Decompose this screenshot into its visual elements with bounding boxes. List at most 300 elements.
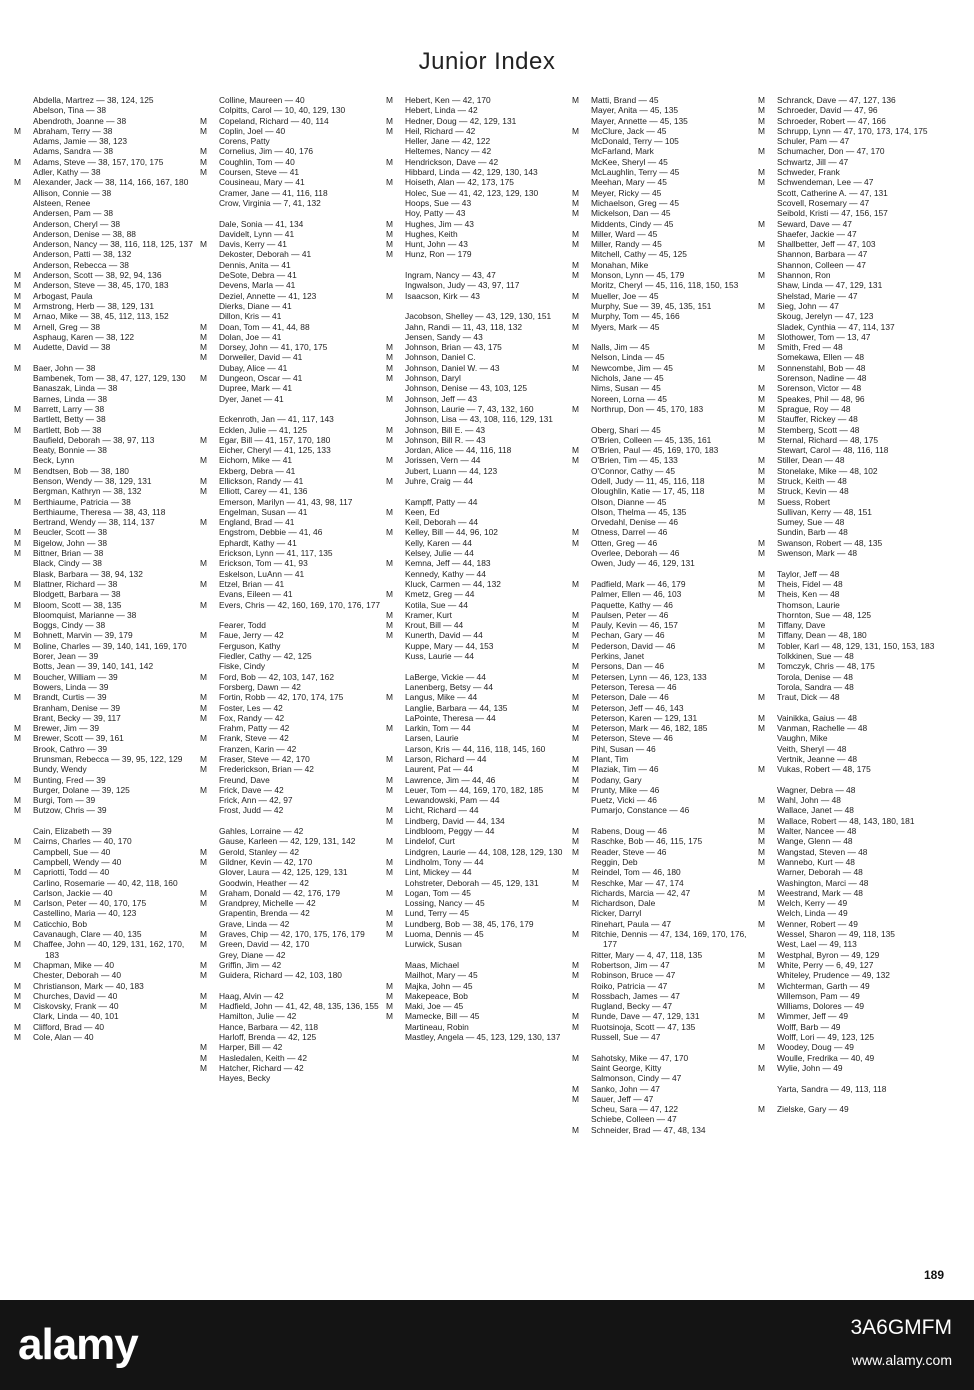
index-entry <box>386 136 568 146</box>
index-entry <box>14 311 196 321</box>
gender-marker: M <box>386 867 393 878</box>
entry-text: Kampff, Patty — 44 <box>405 496 478 507</box>
index-entry <box>200 795 382 805</box>
index-entry <box>200 805 382 815</box>
entry-text: Blodgett, Barbara — 38 <box>33 589 121 600</box>
index-entry <box>200 579 382 589</box>
index-entry <box>386 1001 568 1011</box>
entry-text: Ephardt, Kathy — 41 <box>219 537 297 548</box>
entry-text: Botts, Jean — 39, 140, 141, 142 <box>33 661 154 672</box>
entry-text: Sauer, Jeff — 47 <box>591 1093 654 1104</box>
entry-text: White, Perry — 6, 49, 127 <box>777 959 874 970</box>
entry-text: Coughlin, Tom — 40 <box>219 156 295 167</box>
index-entry <box>386 981 568 991</box>
gender-marker: M <box>758 1011 765 1022</box>
gender-marker: M <box>758 887 765 898</box>
gender-marker: M <box>200 846 207 857</box>
index-entry <box>200 1011 382 1021</box>
gender-marker: M <box>386 805 393 816</box>
gender-marker: M <box>386 506 393 517</box>
index-entry <box>572 497 754 507</box>
entry-text: Welch, Linda — 49 <box>777 908 848 919</box>
index-entry <box>758 198 940 208</box>
index-entry <box>14 826 196 836</box>
index-entry <box>758 270 940 280</box>
entry-text: Hunz, Ron — 179 <box>405 249 472 260</box>
entry-text: Hughes, Jim — 43 <box>405 218 474 229</box>
gender-marker: M <box>758 177 765 188</box>
gender-marker: M <box>572 125 579 136</box>
index-entry <box>758 1063 940 1073</box>
entry-text: Bohnett, Marvin — 39, 179 <box>33 630 133 641</box>
entry-text: Williams, Dolores — 49 <box>777 1001 865 1012</box>
entry-text: Grandprey, Michelle — 42 <box>219 898 316 909</box>
index-entry <box>572 167 754 177</box>
index-entry <box>758 754 940 764</box>
index-entry <box>572 919 754 929</box>
index-entry <box>14 682 196 692</box>
entry-text: Elliott, Carey — 41, 136 <box>219 486 308 497</box>
gender-marker: M <box>758 167 765 178</box>
gender-marker: M <box>758 424 765 435</box>
index-entry <box>758 538 940 548</box>
gender-marker: M <box>386 784 393 795</box>
gender-marker: M <box>200 856 207 867</box>
entry-text: Sorenson, Nadine — 48 <box>777 373 867 384</box>
gender-marker: M <box>14 156 21 167</box>
index-entry <box>386 569 568 579</box>
entry-text: Ekberg, Debra — 41 <box>219 465 296 476</box>
entry-text: Burgi, Tom — 39 <box>33 795 96 806</box>
entry-text: Otness, Darrel — 46 <box>591 527 668 538</box>
entry-text: Wahl, John — 48 <box>777 795 841 806</box>
index-entry <box>14 301 196 311</box>
index-entry <box>200 1022 382 1032</box>
index-entry <box>572 208 754 218</box>
index-entry <box>758 157 940 167</box>
index-entry <box>386 723 568 733</box>
entry-text: Hoops, Sue — 43 <box>405 197 472 208</box>
entry-text: Eichorn, Mike — 41 <box>219 455 293 466</box>
entry-text: Mitchell, Cathy — 45, 125 <box>591 249 687 260</box>
gender-marker: M <box>386 125 393 136</box>
gender-marker: M <box>14 630 21 641</box>
gender-marker: M <box>14 1001 21 1012</box>
entry-text: McFarland, Mark <box>591 146 654 157</box>
index-entry <box>386 404 568 414</box>
index-entry <box>200 847 382 857</box>
index-entry <box>758 960 940 970</box>
index-entry <box>14 579 196 589</box>
gender-marker: M <box>572 784 579 795</box>
index-entry <box>572 239 754 249</box>
entry-text: Monson, Lynn — 45, 179 <box>591 270 685 281</box>
index-entry <box>14 610 196 620</box>
index-entry <box>386 857 568 867</box>
entry-text: Orvedahl, Denise — 46 <box>591 517 679 528</box>
index-entry <box>758 291 940 301</box>
index-entry <box>14 219 196 229</box>
index-entry <box>572 291 754 301</box>
entry-text: Frost, Judd — 42 <box>219 805 284 816</box>
index-entry <box>14 558 196 568</box>
gender-marker: M <box>200 475 207 486</box>
entry-text: Murphy, Sue — 39, 45, 135, 151 <box>591 300 712 311</box>
index-entry <box>386 589 568 599</box>
index-entry <box>200 785 382 795</box>
index-entry <box>758 785 940 795</box>
entry-text: Glover, Laura — 42, 125, 129, 131 <box>219 867 348 878</box>
index-entry <box>200 146 382 156</box>
gender-marker: M <box>572 877 579 888</box>
gender-marker: M <box>572 455 579 466</box>
entry-text: Fiske, Cindy <box>219 661 266 672</box>
entry-text: Capriotti, Todd — 40 <box>33 867 110 878</box>
index-entry <box>572 795 754 805</box>
entry-text: Foster, Les — 42 <box>219 702 283 713</box>
entry-text: Tiffany, Dave <box>777 620 826 631</box>
entry-text: Swenson, Mark — 48 <box>777 548 858 559</box>
entry-text: Russell, Sue — 47 <box>591 1032 661 1043</box>
entry-text: Wylie, John — 49 <box>777 1062 843 1073</box>
entry-text: Jahn, Randi — 11, 43, 118, 132 <box>405 321 523 332</box>
entry-text: Lint, Mickey — 44 <box>405 867 472 878</box>
index-entry <box>572 1114 754 1124</box>
gender-marker: M <box>572 990 579 1001</box>
index-entry <box>758 260 940 270</box>
index-entry <box>200 394 382 404</box>
entry-text: Pederson, David — 46 <box>591 640 676 651</box>
entry-text: Fiedler, Cathy — 42, 125 <box>219 651 312 662</box>
gender-marker: M <box>758 496 765 507</box>
index-entry <box>572 352 754 362</box>
index-entry <box>572 229 754 239</box>
index-entry <box>14 425 196 435</box>
index-entry <box>14 208 196 218</box>
entry-text: Peterson, Jeff — 46, 143 <box>591 702 684 713</box>
index-entry <box>14 744 196 754</box>
entry-text: Stonelake, Mike — 48, 102 <box>777 465 878 476</box>
index-entry <box>14 239 196 249</box>
entry-text: Cramer, Jane — 41, 116, 118 <box>219 187 328 198</box>
gender-marker: M <box>386 558 393 569</box>
entry-text: Thomson, Laurie <box>777 599 840 610</box>
entry-text: Salmonson, Cindy — 47 <box>591 1073 682 1084</box>
gender-marker: M <box>200 599 207 610</box>
index-entry <box>572 723 754 733</box>
entry-text: Cairns, Charles — 40, 170 <box>33 836 132 847</box>
index-entry <box>572 548 754 558</box>
entry-text: Anderson, Nancy — 38, 116, 118, 125, 137 <box>33 239 193 250</box>
index-entry <box>14 497 196 507</box>
index-entry <box>200 960 382 970</box>
index-entry <box>572 1094 754 1104</box>
index-entry <box>758 692 940 702</box>
entry-text: Meyer, Ricky — 45 <box>591 187 662 198</box>
index-entry <box>200 527 382 537</box>
entry-text: Abendroth, Joanne — 38 <box>33 115 127 126</box>
index-entry <box>572 1011 754 1021</box>
entry-text: Heil, Richard — 42 <box>405 125 476 136</box>
entry-text: Adler, Kathy — 38 <box>33 167 101 178</box>
index-entry <box>572 744 754 754</box>
index-entry <box>14 929 196 939</box>
index-entry <box>386 1032 568 1042</box>
gender-marker: M <box>14 290 21 301</box>
entry-text: Cain, Elizabeth — 39 <box>33 826 112 837</box>
entry-text: Anderson, Denise — 38, 88 <box>33 228 136 239</box>
entry-text: Sundin, Barb — 48 <box>777 527 848 538</box>
index-entry <box>386 1011 568 1021</box>
gender-marker: M <box>386 95 393 105</box>
entry-text: Abraham, Terry — 38 <box>33 125 113 136</box>
entry-text: Cole, Alan — 40 <box>33 1032 94 1043</box>
gender-marker: M <box>572 1083 579 1094</box>
entry-text: Mastley, Angela — 45, 123, 129, 130, 137 <box>405 1032 561 1043</box>
entry-text: Stemberg, Scott — 48 <box>777 424 860 435</box>
index-entry <box>758 476 940 486</box>
gender-marker: M <box>200 990 207 1001</box>
entry-text: Vertnik, Jeanne — 48 <box>777 754 858 764</box>
entry-text: Kemna, Jeff — 44, 183 <box>405 558 491 569</box>
entry-text: Rugland, Becky — 47 <box>591 1001 673 1012</box>
index-entry <box>200 651 382 661</box>
index-column-5 <box>758 95 940 1114</box>
entry-text: Christianson, Mark — 40, 183 <box>33 980 144 991</box>
index-entry <box>386 816 568 826</box>
entry-text: Burger, Dolane — 39, 125 <box>33 784 130 795</box>
index-entry <box>758 373 940 383</box>
entry-text: Welch, Kerry — 49 <box>777 898 848 909</box>
entry-text: Struck, Keith — 48 <box>777 475 847 486</box>
watermark-banner <box>0 1300 974 1390</box>
entry-text: Chaffee, John — 40, 129, 131, 162, 170, 183 <box>33 939 185 960</box>
index-entry <box>200 878 382 888</box>
entry-text: Boggs, Cindy — 38 <box>33 620 106 631</box>
page-number: 189 <box>923 1268 944 1282</box>
entry-text: O'Connor, Cathy — 45 <box>591 465 675 476</box>
gender-marker: M <box>572 774 579 785</box>
index-entry <box>572 651 754 661</box>
gender-marker: M <box>572 527 579 538</box>
index-entry <box>758 919 940 929</box>
gender-marker: M <box>200 702 207 713</box>
entry-text: Padfield, Mark — 46, 179 <box>591 578 686 589</box>
entry-text: Hebert, Ken — 42, 170 <box>405 95 491 105</box>
gender-marker: M <box>572 898 579 909</box>
index-entry <box>572 280 754 290</box>
index-entry <box>386 146 568 156</box>
entry-text: Bundy, Wendy <box>33 764 87 775</box>
entry-text: Warner, Deborah — 48 <box>777 867 863 878</box>
entry-text: Ford, Bob — 42, 103, 147, 162 <box>219 671 335 682</box>
gender-marker: M <box>758 1104 765 1115</box>
entry-text: Hance, Barbara — 42, 118 <box>219 1021 319 1032</box>
index-entry <box>572 219 754 229</box>
index-entry <box>572 301 754 311</box>
index-entry <box>200 723 382 733</box>
index-entry <box>14 857 196 867</box>
index-entry <box>200 713 382 723</box>
entry-text: Borer, Jean — 39 <box>33 651 99 662</box>
gender-marker: M <box>758 723 765 734</box>
index-entry <box>14 116 196 126</box>
entry-text: Kelsey, Julie — 44 <box>405 548 474 559</box>
index-column-1 <box>14 95 196 1042</box>
entry-text: Jordan, Alice — 44, 116, 118 <box>405 445 512 456</box>
gender-marker: M <box>572 95 579 105</box>
entry-text: Haag, Alvin — 42 <box>219 990 284 1001</box>
index-entry <box>572 188 754 198</box>
index-entry <box>14 291 196 301</box>
entry-text: Branham, Denise — 39 <box>33 702 121 713</box>
index-entry <box>14 867 196 877</box>
index-entry <box>572 270 754 280</box>
entry-text: Yarta, Sandra — 49, 113, 118 <box>777 1083 887 1094</box>
index-entry <box>572 373 754 383</box>
entry-text: Brunsman, Rebecca — 39, 95, 122, 129 <box>33 754 183 764</box>
entry-text: Boucher, William — 39 <box>33 671 118 682</box>
index-entry <box>572 435 754 445</box>
entry-text: Johnson, Brian — 43, 175 <box>405 342 502 353</box>
entry-text: Campbell, Sue — 40 <box>33 846 111 857</box>
entry-text: Hamilton, Julie — 42 <box>219 1011 297 1022</box>
index-entry <box>386 692 568 702</box>
entry-text: Engstrom, Debbie — 41, 46 <box>219 527 323 538</box>
index-entry <box>758 991 940 1001</box>
entry-text: Blattner, Richard — 38 <box>33 578 118 589</box>
gender-marker: M <box>200 434 207 445</box>
index-entry <box>758 342 940 352</box>
entry-text: Noreen, Lorna — 45 <box>591 393 667 404</box>
index-entry <box>14 383 196 393</box>
gender-marker: M <box>200 939 207 950</box>
entry-text: Banaszak, Linda — 38 <box>33 383 118 394</box>
gender-marker: M <box>200 455 207 466</box>
gender-marker: M <box>386 115 393 126</box>
gender-marker: M <box>200 754 207 764</box>
entry-text: Asphaug, Karen — 38, 122 <box>33 331 135 342</box>
index-entry <box>14 404 196 414</box>
index-entry <box>14 95 196 105</box>
gender-marker: M <box>758 980 765 991</box>
index-entry <box>572 1084 754 1094</box>
entry-text: Whiteley, Prudence — 49, 132 <box>777 970 890 981</box>
index-entry <box>200 672 382 682</box>
entry-text: Shannon, Ron <box>777 270 831 281</box>
entry-text: Stauffer, Rickey — 48 <box>777 414 858 425</box>
index-entry <box>572 507 754 517</box>
index-entry <box>386 600 568 610</box>
entry-text: Roiko, Patricia — 47 <box>591 980 668 991</box>
gender-marker: M <box>758 218 765 229</box>
gender-marker: M <box>200 1042 207 1053</box>
index-entry <box>14 713 196 723</box>
entry-text: Reggin, Deb <box>591 856 638 867</box>
index-entry <box>200 291 382 301</box>
entry-text: Puetz, Vicki — 46 <box>591 795 657 806</box>
entry-text: Doan, Tom — 41, 44, 88 <box>219 321 310 332</box>
gender-marker: M <box>758 383 765 394</box>
gender-marker: M <box>14 548 21 559</box>
index-entry <box>572 589 754 599</box>
index-entry <box>200 929 382 939</box>
index-entry <box>758 569 940 579</box>
entry-text: Harloff, Brenda — 42, 125 <box>219 1032 317 1043</box>
index-entry <box>200 1001 382 1011</box>
index-entry <box>386 352 568 362</box>
entry-text: Pechan, Gary — 46 <box>591 630 665 641</box>
gender-marker: M <box>200 630 207 641</box>
gender-marker: M <box>386 156 393 167</box>
index-entry <box>386 764 568 774</box>
gender-marker: M <box>572 403 579 414</box>
gender-marker: M <box>14 537 21 548</box>
index-entry <box>14 1022 196 1032</box>
entry-text: Rinehart, Paula — 47 <box>591 918 672 929</box>
gender-marker: M <box>758 795 765 806</box>
entry-text: England, Brad — 41 <box>219 517 295 528</box>
gender-marker: M <box>14 270 21 281</box>
index-entry <box>386 1022 568 1032</box>
gender-marker: M <box>14 311 21 322</box>
index-entry <box>572 867 754 877</box>
gender-marker: M <box>386 815 393 826</box>
index-entry <box>758 239 940 249</box>
index-entry <box>386 455 568 465</box>
index-entry <box>758 507 940 517</box>
index-columns <box>14 95 944 1265</box>
index-entry <box>386 466 568 476</box>
entry-text: Jensen, Sandy — 43 <box>405 331 483 342</box>
entry-text: Mickelson, Dan — 45 <box>591 208 671 219</box>
entry-text: Peterson, Steve — 46 <box>591 733 673 744</box>
gender-marker: M <box>14 733 21 744</box>
entry-text: Benson, Wendy — 38, 129, 131 <box>33 475 152 486</box>
index-entry <box>758 1032 940 1042</box>
gender-marker: M <box>758 115 765 126</box>
entry-text: Luoma, Dennis — 45 <box>405 929 484 940</box>
entry-text: Oberg, Shari — 45 <box>591 424 661 435</box>
entry-text: Dungeon, Oscar — 41 <box>219 373 303 384</box>
gender-marker: M <box>386 393 393 404</box>
index-entry <box>758 908 940 918</box>
entry-text: Plaziak, Tim — 46 <box>591 764 659 775</box>
entry-text: Heltemes, Nancy — 42 <box>405 146 492 157</box>
entry-text: Carlino, Rosemarie — 40, 42, 118, 160 <box>33 877 178 888</box>
gender-marker: M <box>14 671 21 682</box>
index-entry <box>572 527 754 537</box>
gender-marker: M <box>200 517 207 528</box>
gender-marker: M <box>758 826 765 837</box>
entry-text: Fraser, Steve — 42, 170 <box>219 754 310 764</box>
entry-text: Hadfield, John — 41, 42, 48, 135, 136, 155 <box>219 1001 379 1012</box>
gender-marker: M <box>758 630 765 641</box>
index-entry <box>758 888 940 898</box>
index-entry <box>200 116 382 126</box>
gender-marker: M <box>386 228 393 239</box>
index-entry <box>758 383 940 393</box>
entry-text: Wallace, Robert — 48, 143, 180, 181 <box>777 815 915 826</box>
gender-marker: M <box>386 774 393 785</box>
index-entry <box>386 126 568 136</box>
gender-marker: M <box>14 939 21 950</box>
entry-text: Bendtsen, Bob — 38, 180 <box>33 465 129 476</box>
gender-marker: M <box>386 1001 393 1012</box>
entry-text: Coplin, Joel — 40 <box>219 125 286 136</box>
entry-text: Gahles, Lorraine — 42 <box>219 826 304 837</box>
entry-text: Clark, Linda — 40, 101 <box>33 1011 119 1022</box>
